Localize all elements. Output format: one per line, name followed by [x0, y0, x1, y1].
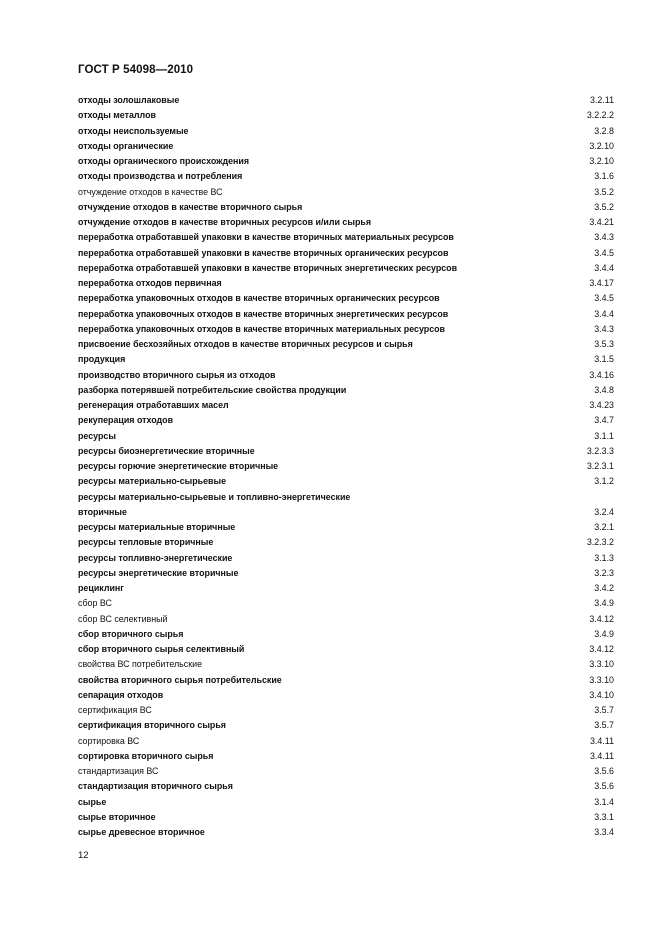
index-entry — [78, 398, 614, 413]
index-entry-ref: 3.4.11 — [589, 735, 614, 746]
index-entry-term: переработка отходов первичная — [78, 278, 222, 288]
index-entry-term: сортировка вторичного сырья — [78, 750, 214, 761]
index-entry-ref: 3.1.6 — [594, 171, 614, 182]
index-entry-term: отходы неиспользуемые — [78, 125, 189, 136]
index-entry-ref: 3.4.9 — [594, 598, 614, 609]
index-entry-ref: 3.4.4 — [594, 308, 614, 319]
index-entry-ref: 3.4.7 — [594, 415, 614, 426]
index-entry — [78, 337, 614, 352]
index-entry-term: отходы органические — [78, 140, 174, 151]
index-entry-term: переработка отработавшей упаковки в качестве вторичных материальных ресурсов — [78, 232, 454, 243]
index-entry-ref: 3.3.1 — [594, 811, 614, 822]
index-entry-ref: 3.1.4 — [594, 796, 614, 807]
index-entry-ref: 3.3.4 — [594, 827, 614, 837]
index-entry-term: сбор вторичного сырья — [78, 628, 184, 639]
index-entry — [78, 657, 614, 672]
index-entry — [78, 307, 614, 322]
index-entry — [78, 154, 614, 169]
index-entry — [78, 185, 614, 200]
index-entry-term: присвоение бесхозяйных отходов в качестве вторичных ресурсов и сырья — [78, 339, 413, 349]
index-entry — [78, 703, 614, 718]
index-entry-term: вторичные — [78, 506, 127, 517]
index-entry — [78, 596, 614, 611]
index-entry-ref: 3.3.10 — [589, 674, 614, 685]
index-entry-term: сбор ВС — [78, 598, 112, 609]
index-entry — [78, 718, 614, 733]
index-entry-ref: 3.2.1 — [594, 522, 614, 532]
index-entry-term: свойства ВС потребительские — [78, 659, 203, 670]
index-entry-ref: 3.2.4 — [594, 506, 614, 517]
index-entry-ref: 3.1.2 — [594, 476, 614, 487]
index-entry — [78, 322, 614, 337]
index-entry — [78, 688, 614, 703]
index-entry-term: свойства вторичного сырья потребительские — [78, 674, 282, 685]
index-entry-ref: 3.5.7 — [594, 705, 614, 715]
index-entry-term: ресурсы материально-сырьевые и топливно-энергетические — [78, 491, 351, 502]
index-entry — [78, 825, 614, 840]
index-entry — [78, 459, 614, 474]
index-entry-term: ресурсы топливно-энергетические — [78, 552, 233, 563]
index-entry — [78, 673, 614, 688]
index-entry-term: сертификация ВС — [78, 705, 152, 715]
index-entry-ref: 3.5.7 — [594, 720, 614, 731]
index-entry-ref: 3.4.5 — [594, 293, 614, 304]
index-entry — [78, 779, 614, 794]
index-entry-term: сепарация отходов — [78, 689, 164, 700]
index-entry-ref: 3.5.6 — [594, 766, 614, 776]
index-entry-ref: 3.4.9 — [594, 628, 614, 639]
index-entry — [78, 169, 614, 184]
index-entry — [78, 93, 614, 108]
index-entry-ref: 3.4.5 — [594, 247, 614, 258]
index-entry — [78, 566, 614, 581]
index-entry-term: отчуждение отходов в качестве ВС — [78, 186, 223, 197]
index-entry-term: отходы органического происхождения — [78, 156, 250, 166]
index-entry — [78, 139, 614, 154]
index-entry-ref: 3.5.2 — [594, 201, 614, 212]
index-entry — [78, 535, 614, 550]
index-entry — [78, 108, 614, 123]
index-entry-ref: 3.4.4 — [594, 262, 614, 273]
index-entry — [78, 368, 614, 383]
index-entry-ref: 3.2.3.2 — [586, 537, 614, 548]
index-entry-term: переработка отработавшей упаковки в качестве вторичных энергетических ресурсов — [78, 262, 458, 273]
index-entry — [78, 551, 614, 566]
index-entry-ref: 3.1.5 — [594, 354, 614, 365]
index-entry-ref: 3.4.11 — [589, 750, 614, 761]
index-entry-ref: 3.4.12 — [589, 613, 614, 624]
index-entry-ref: 3.3.10 — [589, 659, 614, 670]
index-entry-ref: 3.1.3 — [594, 552, 614, 563]
index-entry-term: ресурсы тепловые вторичные — [78, 537, 214, 548]
index-entry-term: сертификация вторичного сырья — [78, 720, 226, 731]
index-entry — [78, 291, 614, 306]
index-entry — [78, 749, 614, 764]
index-entry — [78, 246, 614, 261]
page-number: 12 — [78, 850, 89, 861]
index-entry-ref: 3.5.6 — [594, 781, 614, 792]
index-entry-ref: 3.4.3 — [594, 323, 614, 334]
index-entry — [78, 764, 614, 779]
index-entry-term: производство вторичного сырья из отходов — [78, 369, 276, 380]
index-entry-term: ресурсы энергетические вторичные — [78, 567, 239, 578]
index-entry-term: стандартизация вторичного сырья — [78, 781, 233, 792]
index-entry-ref: 3.4.8 — [594, 384, 614, 395]
index-entry-term: регенерация отработавших масел — [78, 400, 229, 410]
index-entry-ref: 3.2.10 — [589, 140, 614, 151]
index-entry-ref: 3.2.3.1 — [586, 461, 614, 471]
index-entry — [78, 490, 614, 505]
index-entry — [78, 810, 614, 825]
index-entry-term: сырье — [78, 796, 107, 807]
index-entry-ref: 3.2.10 — [589, 156, 614, 166]
index-entry-term: рекуперация отходов — [78, 415, 174, 426]
index-entry-term: ресурсы материальные вторичные — [78, 522, 236, 532]
index-entry — [78, 795, 614, 810]
index-entry-term: ресурсы биоэнергетические вторичные — [78, 445, 255, 456]
index-entry — [78, 261, 614, 276]
index-entry-ref: 3.2.11 — [589, 95, 614, 105]
index-entry-ref: 3.4.16 — [589, 369, 614, 380]
index-entry-term: отходы золошлаковые — [78, 95, 180, 105]
index-entry — [78, 429, 614, 444]
index-entry-ref: 3.2.2.2 — [586, 110, 614, 121]
index-entry-term: отчуждение отходов в качестве вторичных ресурсов и/или сырья — [78, 217, 371, 227]
index-entry-term: переработка отработавшей упаковки в качестве вторичных органических ресурсов — [78, 247, 449, 258]
index-entry — [78, 444, 614, 459]
index-entry-ref: 3.4.12 — [589, 644, 614, 654]
page-header-title: ГОСТ Р 54098—2010 — [78, 64, 194, 76]
index-entry-term: отчуждение отходов в качестве вторичного сырья — [78, 201, 303, 212]
index-entry-term: сырье древесное вторичное — [78, 827, 205, 837]
index-entry-term: сортировка ВС — [78, 735, 140, 746]
index-entry-term: отходы металлов — [78, 110, 156, 121]
index-entry-term: сбор ВС селективный — [78, 613, 168, 624]
index-entry-term: ресурсы горючие энергетические вторичные — [78, 461, 279, 471]
index-entry-term: продукция — [78, 354, 126, 365]
index-entry-ref: 3.4.17 — [589, 278, 614, 288]
index-entry — [78, 627, 614, 642]
index-entry-ref: 3.4.10 — [589, 689, 614, 700]
index-entry-term: разборка потерявшей потребительские свойства продукции — [78, 384, 347, 395]
index-entry-term: сбор вторичного сырья селективный — [78, 644, 245, 654]
index-entry-ref: 3.4.2 — [594, 583, 614, 593]
index-entry — [78, 413, 614, 428]
index-entry — [78, 383, 614, 398]
index-entry — [78, 276, 614, 291]
index-entry-term: рециклинг — [78, 583, 124, 593]
index-entry-term: сырье вторичное — [78, 811, 156, 822]
index-entry — [78, 124, 614, 139]
index-entry — [78, 200, 614, 215]
index-entry-term: стандартизация ВС — [78, 766, 159, 776]
index-entry — [78, 505, 614, 520]
index-entry-term: переработка упаковочных отходов в качестве вторичных органических ресурсов — [78, 293, 440, 304]
index-entry-ref: 3.5.3 — [594, 339, 614, 349]
index-entry-term: переработка упаковочных отходов в качестве вторичных материальных ресурсов — [78, 323, 446, 334]
index-entry — [78, 642, 614, 657]
index-entry-ref: 3.2.3.3 — [586, 445, 614, 456]
index-entry-term: ресурсы — [78, 430, 116, 441]
index-entry-term: отходы производства и потребления — [78, 171, 243, 182]
index-entry-ref: 3.1.1 — [594, 430, 614, 441]
index-entry-ref: 3.5.2 — [594, 186, 614, 197]
index-entry-ref: 3.4.23 — [589, 400, 614, 410]
index-entry — [78, 734, 614, 749]
index-entry-ref: 3.4.21 — [589, 217, 614, 227]
index-entry — [78, 352, 614, 367]
index-entry-ref: 3.2.3 — [594, 567, 614, 578]
index-entry — [78, 215, 614, 230]
index-entry-list — [78, 93, 614, 840]
index-entry — [78, 230, 614, 245]
index-entry-term: переработка упаковочных отходов в качестве вторичных энергетических ресурсов — [78, 308, 449, 319]
index-entry-term: ресурсы материально-сырьевые — [78, 476, 227, 487]
index-entry — [78, 612, 614, 627]
index-entry-ref: 3.4.3 — [594, 232, 614, 243]
index-entry — [78, 581, 614, 596]
index-entry-ref: 3.2.8 — [594, 125, 614, 136]
index-entry — [78, 474, 614, 489]
index-entry — [78, 520, 614, 535]
